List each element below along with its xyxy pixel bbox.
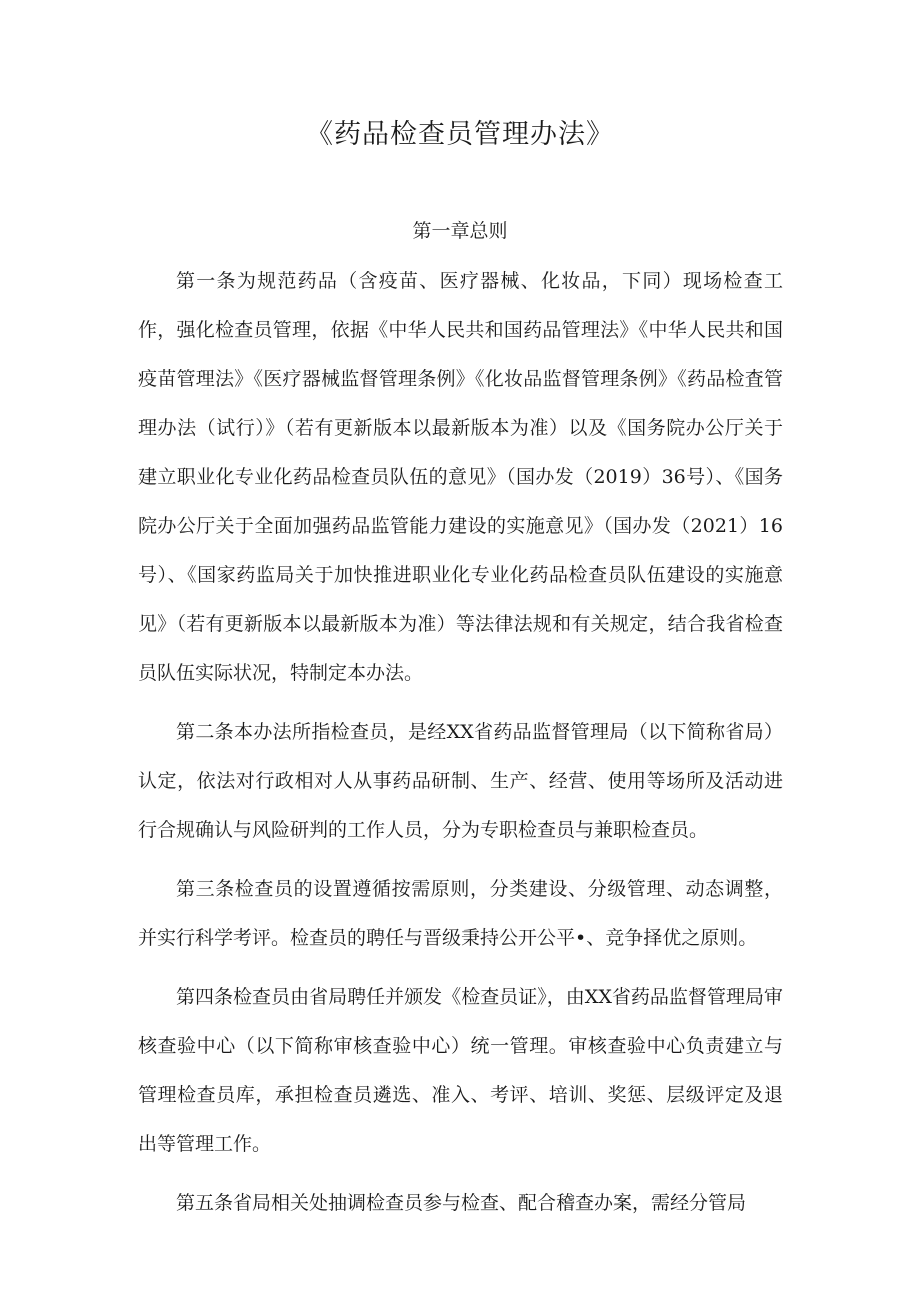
article-1-paragraph: 第一条为规范药品（含疫苗、医疗器械、化妆品，下同）现场检查工作，强化检查员管理，依据《中华人民共和国药品管理法》《中华人民共和国疫苗管理法》《医疗器械监督管理条例》《化妆品监督管理条例》《药品检査管理办法（试行）》（若有更新版本以最新版本为准）以及《国务院办公厅关于建立职业化专业化药品检查员队伍的意见》（国办发（2019）36号）、《国务院办公厅关于全面加强药品监管能力建设的实施意见》（国办发（2021）16号）、《国家药监局关于加快推进职业化专业化药品检查员队伍建设的实施意见》（若有更新版本以最新版本为准）等法律法规和有关规定，结合我省检查员队伍实际状况，特制定本办法。	[138, 270, 783, 684]
article-2-paragraph: 第二条本办法所指检查员，是经XX省药品监督管理局（以下简称省局）认定，依法对行政相对人从事药品研制、生产、经营、使用等场所及活动进行合规确认与风险研判的工作人员，分为专职检查员与兼职检查员。	[138, 721, 783, 841]
article-4-paragraph: 第四条检查员由省局聘任并颁发《检查员证》，由XX省药品监督管理局审核查验中心（以下简称审核查验中心）统一管理。审核查验中心负责建立与管理检查员库，承担检查员遴选、准入、考评、培训、奖惩、层级评定及退出等管理工作。	[138, 986, 783, 1155]
chapter-heading: 第一章总则	[412, 220, 508, 242]
article-3-paragraph: 第三条检查员的设置遵循按需原则，分类建设、分级管理、动态调整，并实行科学考评。检查员的聘任与晋级秉持公开公平•、竞争择优之原则。	[138, 878, 783, 949]
document-body	[138, 257, 783, 1238]
document-title: 《药品检查员管理办法》	[306, 119, 614, 150]
article-5-paragraph: 第五条省局相关处抽调检查员参与检查、配合稽查办案，需经分管局	[176, 1192, 747, 1214]
